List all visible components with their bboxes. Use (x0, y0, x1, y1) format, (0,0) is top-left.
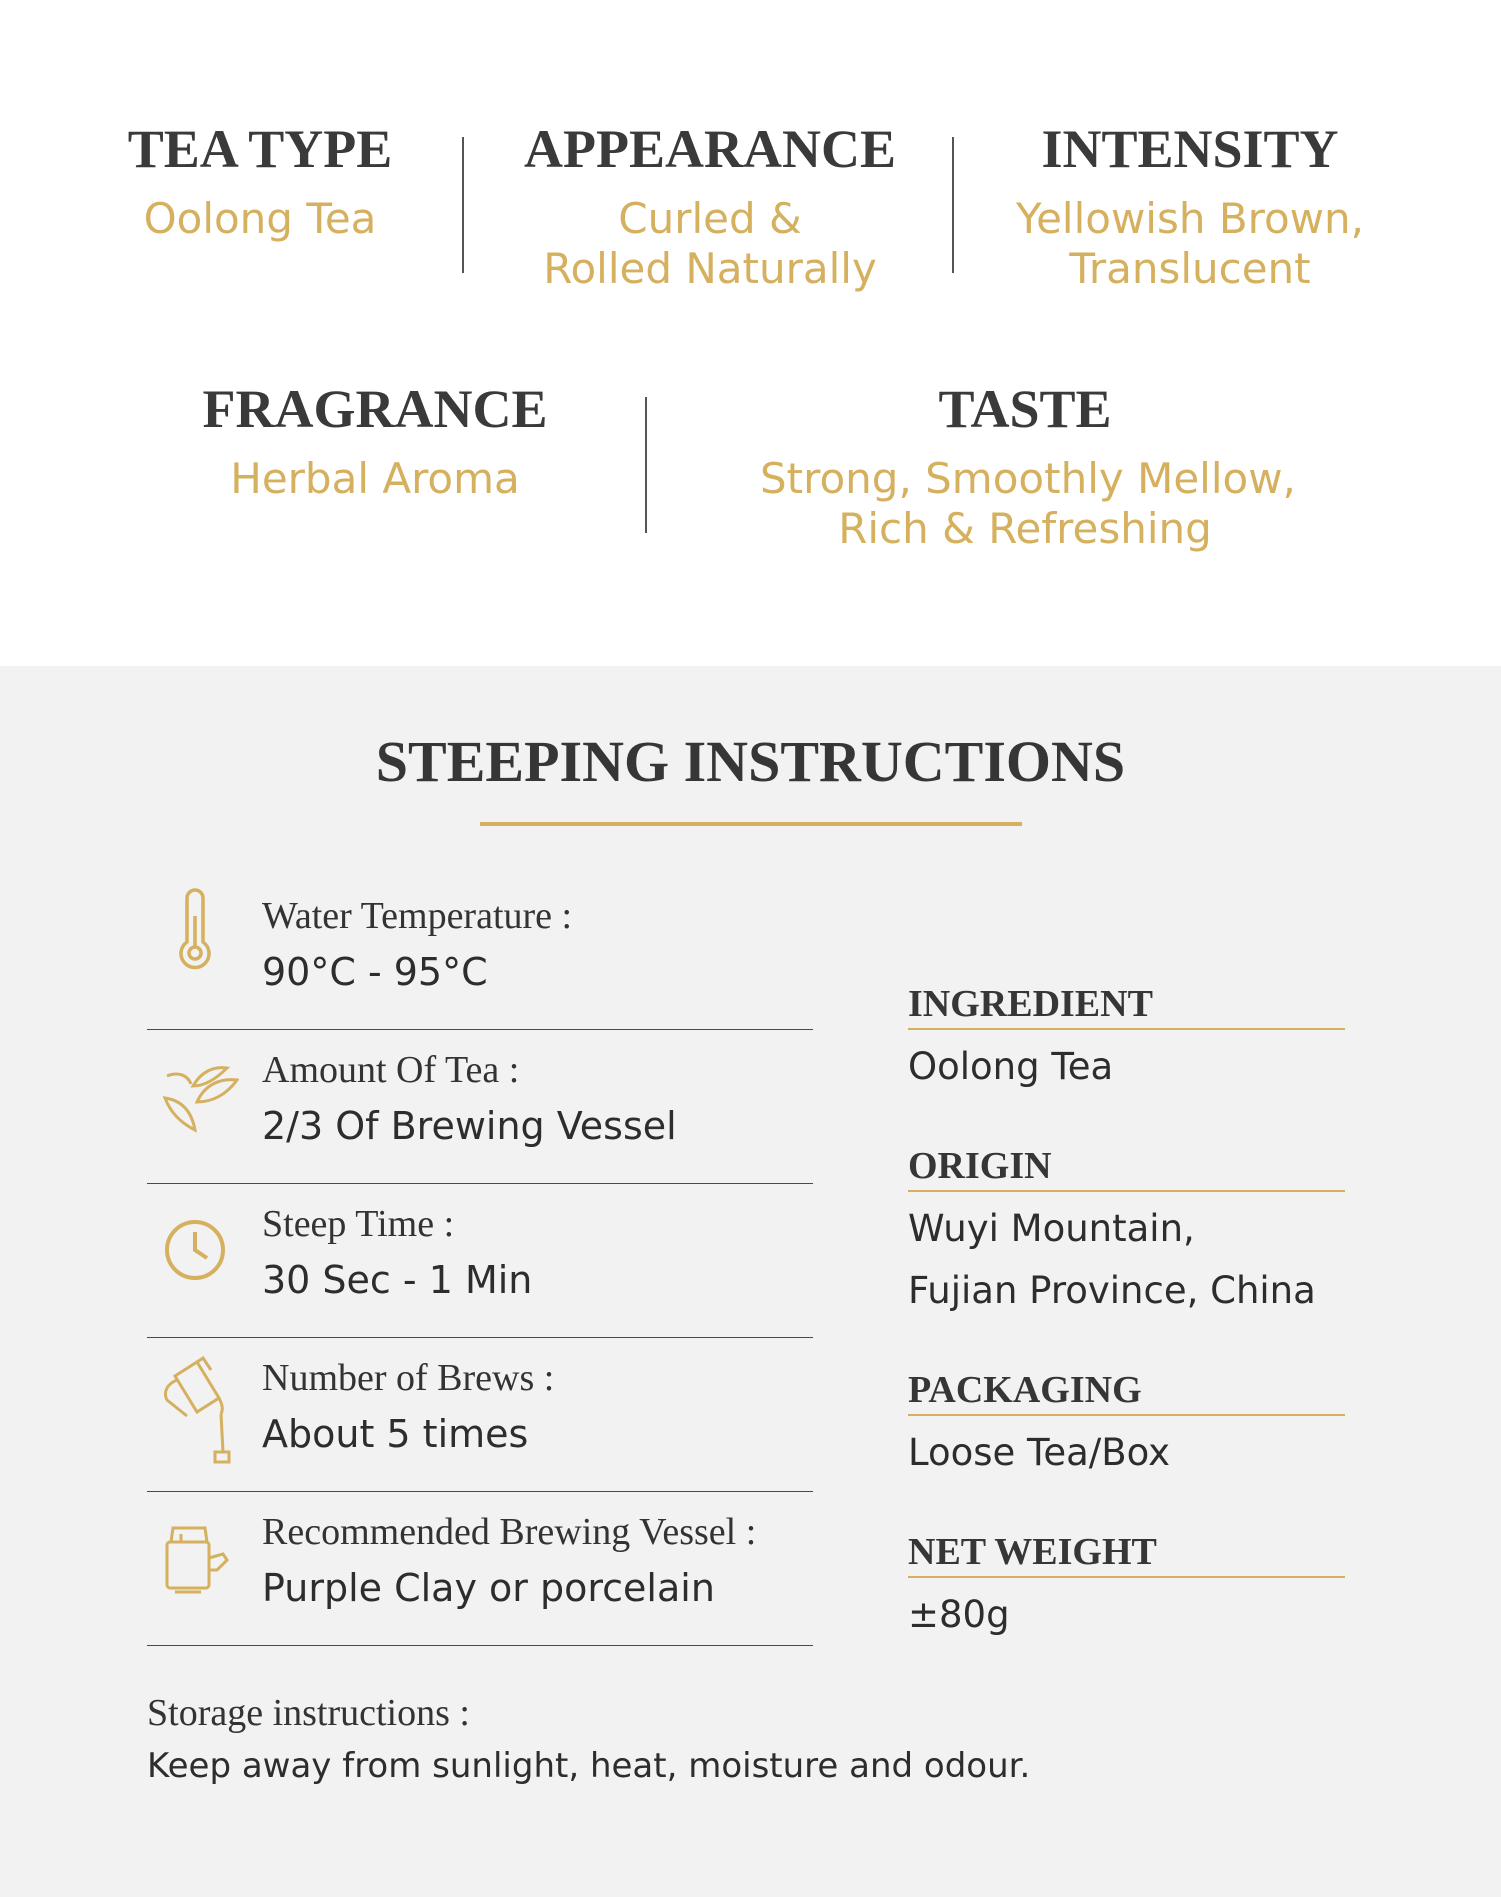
spec-value: Oolong Tea (908, 1045, 1114, 1088)
attr-value-line: Rolled Naturally (543, 244, 877, 293)
step-number-of-brews (147, 1338, 813, 1492)
step-amount-of-tea (147, 1030, 813, 1184)
teapot-icon (157, 1520, 233, 1610)
step-value: 30 Sec - 1 Min (262, 1258, 533, 1302)
divider (645, 397, 647, 533)
step-value: 2/3 Of Brewing Vessel (262, 1104, 677, 1148)
step-value: Purple Clay or porcelain (262, 1566, 715, 1610)
step-label: Water Temperature : (262, 895, 573, 937)
attr-value-line: Strong, Smoothly Mellow, (760, 454, 1296, 503)
attr-title: TEA TYPE (127, 119, 393, 179)
step-steep-time (147, 1184, 813, 1338)
divider (462, 137, 464, 273)
attr-value-line: Rich & Refreshing (838, 504, 1212, 553)
step-value: About 5 times (262, 1412, 529, 1456)
pouring-pot-icon (157, 1356, 233, 1446)
attr-value: Oolong Tea (143, 194, 377, 243)
divider (952, 137, 954, 273)
spec-title-ingredient: INGREDIENT (908, 982, 1345, 1030)
attr-value-line: Yellowish Brown, (1016, 194, 1364, 243)
step-label: Amount Of Tea : (262, 1049, 520, 1091)
steeping-panel (0, 666, 1501, 1897)
step-water-temperature (147, 876, 813, 1030)
step-label: Number of Brews : (262, 1357, 555, 1399)
thermometer-icon (157, 886, 233, 976)
spec-value: Fujian Province, China (908, 1269, 1316, 1312)
attr-title: INTENSITY (1041, 119, 1339, 179)
step-label: Recommended Brewing Vessel : (262, 1511, 757, 1553)
steeping-title: STEEPING INSTRUCTIONS (375, 729, 1126, 794)
attr-title: TASTE (938, 379, 1112, 439)
spec-value: Loose Tea/Box (908, 1431, 1171, 1474)
step-value: 90°C - 95°C (262, 950, 488, 994)
tea-leaves-icon (157, 1058, 233, 1148)
attr-value: Herbal Aroma (230, 454, 520, 503)
step-label: Steep Time : (262, 1203, 455, 1245)
spec-title-packaging: PACKAGING (908, 1368, 1345, 1416)
spec-title-origin: ORIGIN (908, 1144, 1345, 1192)
storage-label: Storage instructions : (147, 1692, 470, 1734)
attr-value-line: Translucent (1069, 244, 1311, 293)
storage-text: Keep away from sunlight, heat, moisture and odour. (147, 1746, 1031, 1786)
spec-value: Wuyi Mountain, (908, 1207, 1195, 1250)
attr-title: APPEARANCE (524, 119, 896, 179)
step-brewing-vessel (147, 1492, 813, 1646)
spec-value: ±80g (908, 1593, 1010, 1636)
attr-title: FRAGRANCE (202, 379, 548, 439)
title-underline (480, 822, 1022, 826)
spec-title-net-weight: NET WEIGHT (908, 1530, 1345, 1578)
attr-value-line: Curled & (618, 194, 802, 243)
clock-icon (157, 1212, 233, 1302)
